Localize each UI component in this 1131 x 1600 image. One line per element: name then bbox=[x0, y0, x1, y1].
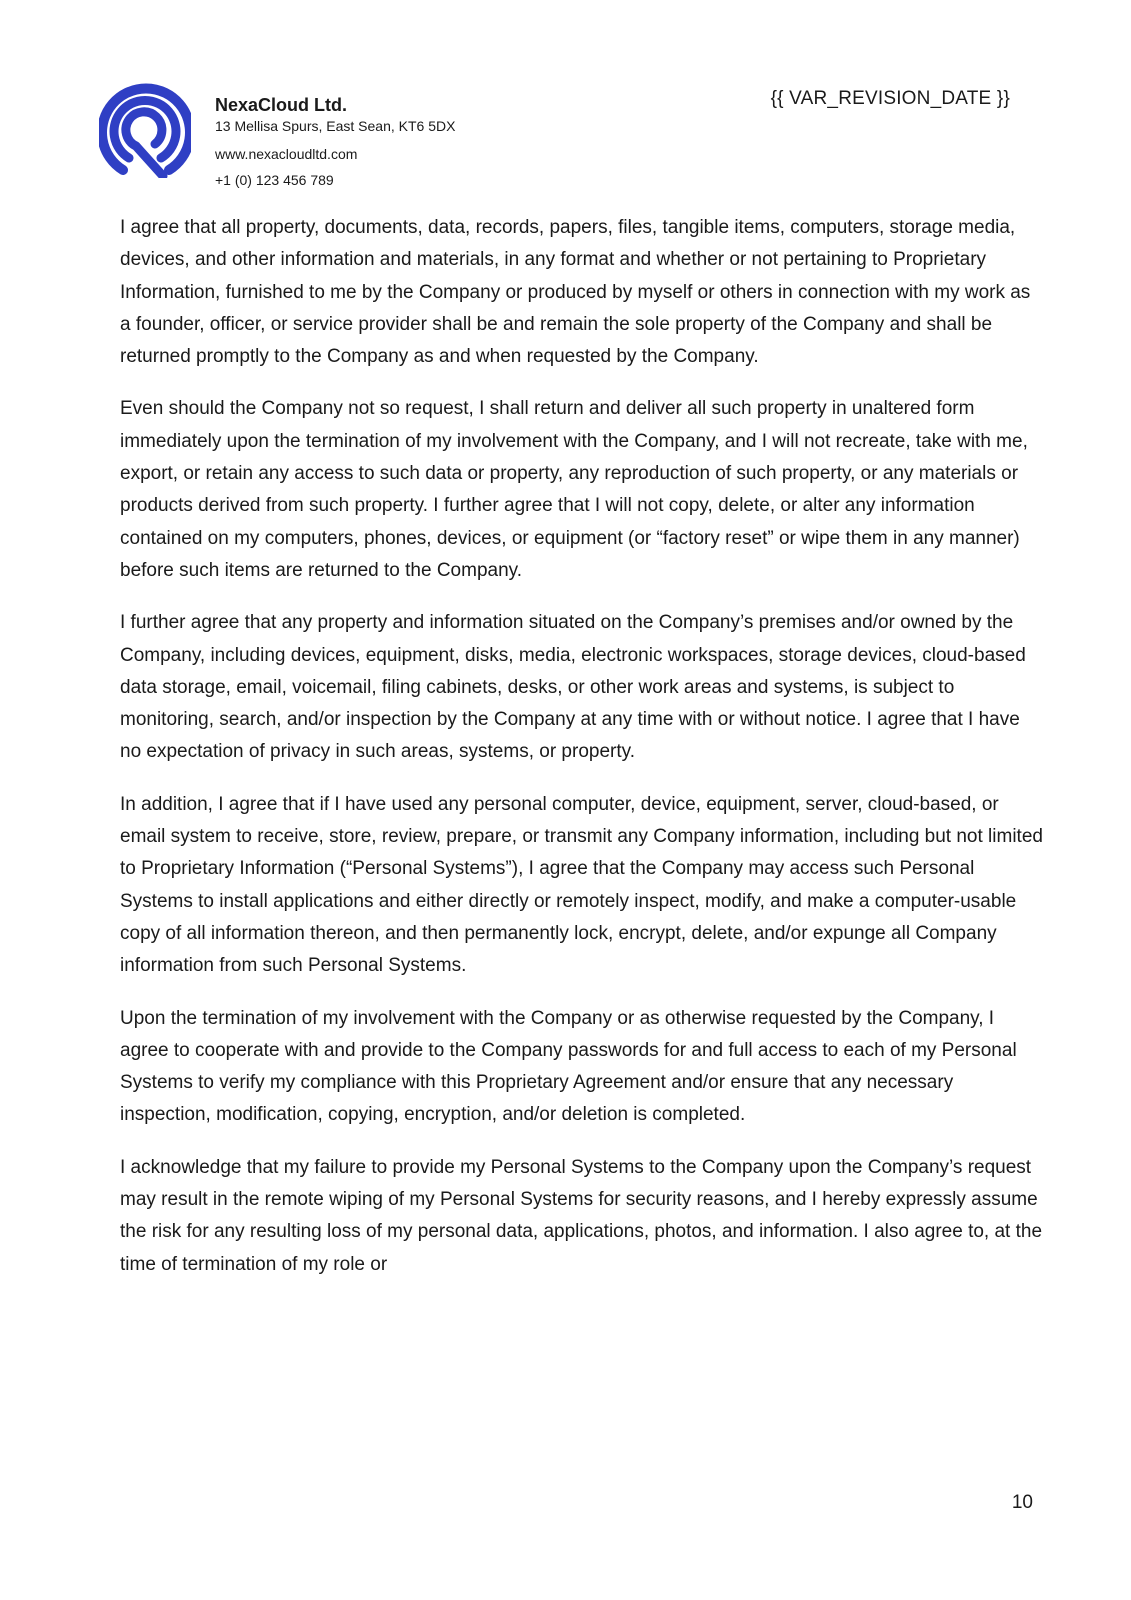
company-address: 13 Mellisa Spurs, East Sean, KT6 5DX bbox=[215, 118, 456, 134]
nexacloud-logo-icon bbox=[99, 78, 191, 178]
page-header bbox=[0, 0, 1131, 200]
paragraph: I further agree that any property and information situated on the Company’s premises and/or owned by the Company, including devices, equipment, disks, media, electronic workspaces, storage devices, cloud-based data storage, email, voicemail, filing cabinets, desks, or other work areas and systems, is subject to monitoring, search, and/or inspection by the Company at any time with or without notice. I agree that I have no expectation of privacy in such areas, systems, or property. bbox=[120, 612, 1026, 763]
paragraph: In addition, I agree that if I have used any personal computer, device, equipment, server, cloud-based, or email system to receive, store, review, prepare, or transmit any Company information, including but not limited to Proprietary Information (“Personal Systems”), I agree that the Company may access such Personal Systems to install applications and either directly or remotely inspect, modify, and make a computer-usable copy of all information thereon, and then permanently lock, encrypt, delete, and/or expunge all Company information from such Personal Systems. bbox=[120, 793, 1043, 977]
paragraph: Even should the Company not so request, I shall return and deliver all such property in unaltered form immediately upon the termination of my involvement with the Company, and I will not recreate, take with me, export, or retain any access to such data or property, any reproduction of such property, or any materials or products derived from such property. I further agree that I will not copy, delete, or alter any information contained on my computers, phones, devices, or equipment (or “factory reset” or wipe them in any manner) before such items are returned to the Company. bbox=[120, 398, 1028, 581]
paragraph: I acknowledge that my failure to provide my Personal Systems to the Company upon the Company’s request may result in the remote wiping of my Personal Systems for security reasons, and I hereby expressly assume the risk for any resulting loss of my personal data, applications, photos, and information. I also agree to, at the time of termination of my role or bbox=[120, 1156, 1043, 1275]
paragraph: Upon the termination of my involvement with the Company or as otherwise requested by the Company, I agree to cooperate with and provide to the Company passwords for and full access to each of my Personal Systems to verify my compliance with this Proprietary Agreement and/or ensure that any necessary inspection, modification, copying, encryption, and/or deletion is completed. bbox=[120, 1007, 1017, 1126]
document-body bbox=[120, 212, 1044, 1301]
page-number: 10 bbox=[1011, 1492, 1033, 1513]
paragraph: I agree that all property, documents, data, records, papers, files, tangible items, computers, storage media, devices, and other information and materials, in any format and whether or not pertaining to Proprietary Information, furnished to me by the Company or produced by myself or others in connection with my work as a founder, officer, or service provider shall be and remain the sole property of the Company and shall be returned promptly to the Company as and when requested by the Company. bbox=[120, 217, 1031, 368]
revision-date: {{ VAR_REVISION_DATE }} bbox=[770, 88, 1010, 109]
company-phone: +1 (0) 123 456 789 bbox=[215, 172, 334, 188]
company-info bbox=[215, 94, 455, 190]
company-website: www.nexacloudltd.com bbox=[215, 146, 358, 162]
company-name: NexaCloud Ltd. bbox=[215, 95, 348, 115]
